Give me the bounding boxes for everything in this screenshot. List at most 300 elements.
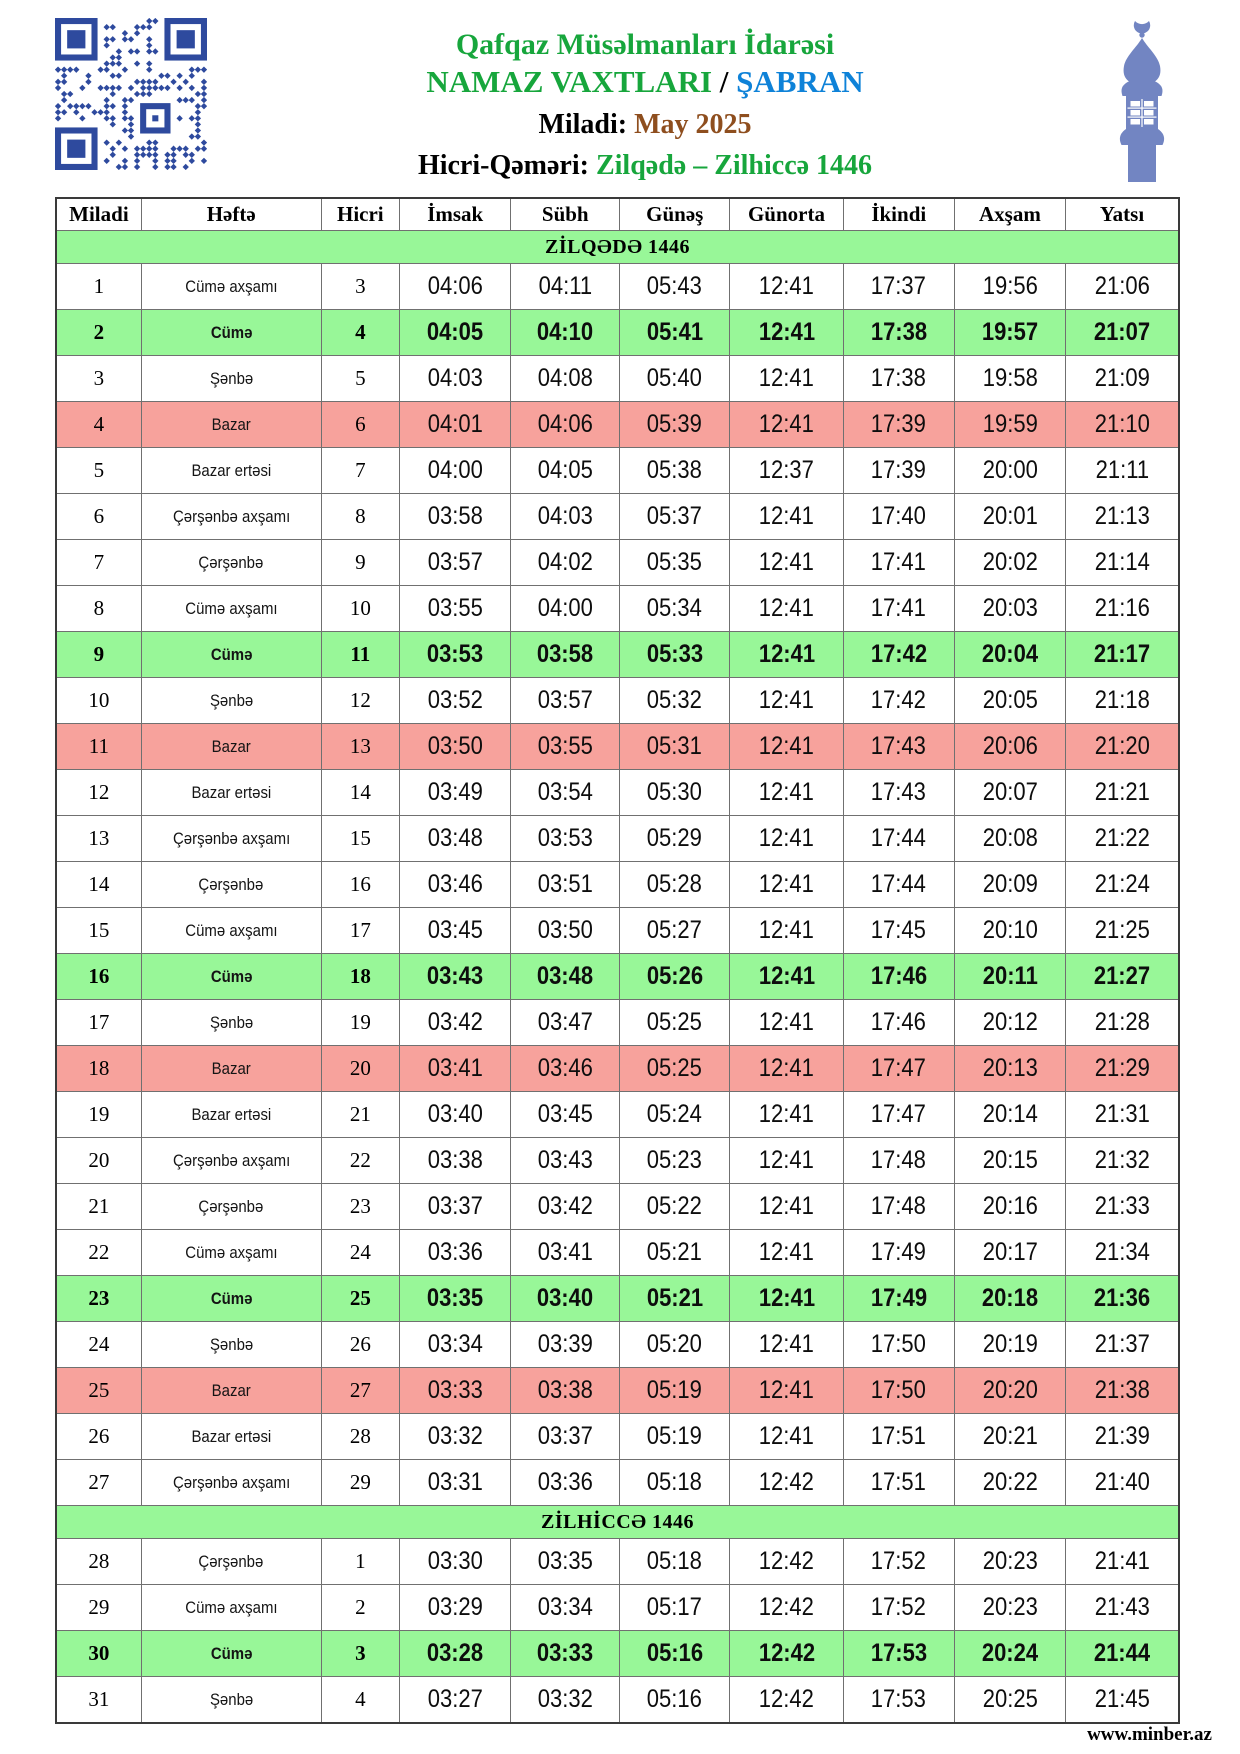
cell-yatsı: 21:28 — [1066, 1000, 1179, 1046]
cell-hefte: Bazar — [141, 1368, 321, 1414]
cell-i̇kindi: 17:46 — [843, 954, 954, 1000]
cell-axşam: 20:20 — [954, 1368, 1065, 1414]
cell-günorta: 12:41 — [730, 770, 843, 816]
cell-hicri: 24 — [321, 1230, 400, 1276]
cell-yatsı: 21:32 — [1066, 1138, 1179, 1184]
table-row — [56, 816, 1179, 862]
cell-günorta: 12:41 — [730, 816, 843, 862]
column-header: Günorta — [730, 198, 843, 231]
cell-hicri: 22 — [321, 1138, 400, 1184]
cell-i̇kindi: 17:48 — [843, 1184, 954, 1230]
cell-miladi: 23 — [56, 1276, 141, 1322]
cell-günəş: 05:16 — [620, 1677, 730, 1724]
cell-miladi: 15 — [56, 908, 141, 954]
cell-i̇kindi: 17:47 — [843, 1046, 954, 1092]
miladi-label: Miladi: — [538, 109, 635, 140]
cell-günorta: 12:41 — [730, 724, 843, 770]
cell-yatsı: 21:14 — [1066, 540, 1179, 586]
cell-günorta: 12:41 — [730, 1322, 843, 1368]
cell-günorta: 12:41 — [730, 540, 843, 586]
cell-yatsı: 21:33 — [1066, 1184, 1179, 1230]
cell-günəş: 05:37 — [620, 494, 730, 540]
cell-i̇msak: 03:49 — [400, 770, 511, 816]
cell-i̇kindi: 17:49 — [843, 1230, 954, 1276]
cell-günəş: 05:19 — [620, 1414, 730, 1460]
cell-axşam: 20:10 — [954, 908, 1065, 954]
cell-hefte: Cümə — [141, 1276, 321, 1322]
cell-miladi: 9 — [56, 632, 141, 678]
cell-axşam: 20:17 — [954, 1230, 1065, 1276]
cell-i̇kindi: 17:41 — [843, 586, 954, 632]
table-row — [56, 1230, 1179, 1276]
cell-günorta: 12:37 — [730, 448, 843, 494]
cell-sübh: 04:02 — [511, 540, 620, 586]
column-header: Hicri — [321, 198, 400, 231]
cell-axşam: 20:08 — [954, 816, 1065, 862]
cell-axşam: 20:03 — [954, 586, 1065, 632]
cell-miladi: 8 — [56, 586, 141, 632]
cell-günəş: 05:21 — [620, 1230, 730, 1276]
cell-axşam: 20:00 — [954, 448, 1065, 494]
cell-i̇msak: 03:57 — [400, 540, 511, 586]
table-row — [56, 1046, 1179, 1092]
cell-günorta: 12:41 — [730, 908, 843, 954]
cell-miladi: 27 — [56, 1460, 141, 1506]
cell-hefte: Bazar ertəsi — [141, 448, 321, 494]
cell-i̇msak: 04:00 — [400, 448, 511, 494]
cell-axşam: 20:02 — [954, 540, 1065, 586]
column-header: Yatsı — [1066, 198, 1179, 231]
cell-sübh: 03:47 — [511, 1000, 620, 1046]
cell-günorta: 12:41 — [730, 1414, 843, 1460]
cell-günəş: 05:21 — [620, 1276, 730, 1322]
cell-miladi: 26 — [56, 1414, 141, 1460]
table-row — [56, 494, 1179, 540]
table-row — [56, 1000, 1179, 1046]
cell-günəş: 05:25 — [620, 1046, 730, 1092]
cell-miladi: 25 — [56, 1368, 141, 1414]
cell-yatsı: 21:06 — [1066, 264, 1179, 310]
cell-günəş: 05:16 — [620, 1631, 730, 1677]
cell-hefte: Şənbə — [141, 1322, 321, 1368]
cell-günəş: 05:29 — [620, 816, 730, 862]
cell-i̇msak: 03:55 — [400, 586, 511, 632]
cell-axşam: 20:25 — [954, 1677, 1065, 1724]
cell-günorta: 12:41 — [730, 586, 843, 632]
cell-i̇msak: 03:43 — [400, 954, 511, 1000]
cell-hicri: 4 — [321, 310, 400, 356]
cell-hefte: Bazar — [141, 724, 321, 770]
cell-i̇msak: 03:46 — [400, 862, 511, 908]
cell-i̇kindi: 17:42 — [843, 678, 954, 724]
cell-hefte: Cümə axşamı — [141, 1230, 321, 1276]
cell-sübh: 03:37 — [511, 1414, 620, 1460]
cell-i̇kindi: 17:39 — [843, 402, 954, 448]
cell-sübh: 04:08 — [511, 356, 620, 402]
cell-hefte: Şənbə — [141, 1000, 321, 1046]
cell-günəş: 05:27 — [620, 908, 730, 954]
cell-sübh: 03:43 — [511, 1138, 620, 1184]
cell-hicri: 26 — [321, 1322, 400, 1368]
cell-hicri: 2 — [321, 1585, 400, 1631]
cell-yatsı: 21:22 — [1066, 816, 1179, 862]
cell-axşam: 20:24 — [954, 1631, 1065, 1677]
cell-günəş: 05:20 — [620, 1322, 730, 1368]
title-main: NAMAZ VAXTLARI — [426, 64, 713, 99]
cell-günorta: 12:41 — [730, 1092, 843, 1138]
cell-hefte: Çərşənbə axşamı — [141, 1138, 321, 1184]
title-separator: / — [712, 64, 737, 99]
cell-yatsı: 21:39 — [1066, 1414, 1179, 1460]
month-section-row — [56, 1506, 1179, 1539]
cell-axşam: 20:07 — [954, 770, 1065, 816]
cell-sübh: 03:46 — [511, 1046, 620, 1092]
cell-miladi: 7 — [56, 540, 141, 586]
table-row — [56, 724, 1179, 770]
cell-hefte: Çərşənbə — [141, 540, 321, 586]
cell-miladi: 24 — [56, 1322, 141, 1368]
cell-günəş: 05:24 — [620, 1092, 730, 1138]
column-header: İkindi — [843, 198, 954, 231]
cell-miladi: 20 — [56, 1138, 141, 1184]
table-row — [56, 770, 1179, 816]
cell-i̇kindi: 17:39 — [843, 448, 954, 494]
cell-sübh: 03:57 — [511, 678, 620, 724]
cell-sübh: 03:50 — [511, 908, 620, 954]
table-row — [56, 1092, 1179, 1138]
cell-i̇kindi: 17:38 — [843, 356, 954, 402]
cell-günorta: 12:42 — [730, 1539, 843, 1585]
cell-günəş: 05:31 — [620, 724, 730, 770]
cell-i̇kindi: 17:52 — [843, 1585, 954, 1631]
column-header: Miladi — [56, 198, 141, 231]
cell-hefte: Şənbə — [141, 1677, 321, 1724]
cell-yatsı: 21:09 — [1066, 356, 1179, 402]
column-header: Sübh — [511, 198, 620, 231]
cell-miladi: 19 — [56, 1092, 141, 1138]
cell-axşam: 20:21 — [954, 1414, 1065, 1460]
table-row — [56, 586, 1179, 632]
cell-sübh: 03:35 — [511, 1539, 620, 1585]
table-row — [56, 1414, 1179, 1460]
cell-günəş: 05:25 — [620, 1000, 730, 1046]
table-row — [56, 1322, 1179, 1368]
cell-sübh: 03:51 — [511, 862, 620, 908]
cell-günəş: 05:33 — [620, 632, 730, 678]
cell-yatsı: 21:43 — [1066, 1585, 1179, 1631]
cell-yatsı: 21:17 — [1066, 632, 1179, 678]
cell-yatsı: 21:16 — [1066, 586, 1179, 632]
cell-günəş: 05:17 — [620, 1585, 730, 1631]
cell-i̇kindi: 17:50 — [843, 1368, 954, 1414]
cell-hicri: 13 — [321, 724, 400, 770]
cell-günorta: 12:42 — [730, 1585, 843, 1631]
cell-hicri: 20 — [321, 1046, 400, 1092]
cell-i̇msak: 03:50 — [400, 724, 511, 770]
table-row — [56, 264, 1179, 310]
cell-hefte: Cümə axşamı — [141, 908, 321, 954]
table-row — [56, 1368, 1179, 1414]
month-section-title: ZİLQƏDƏ 1446 — [56, 231, 1179, 264]
cell-i̇msak: 03:30 — [400, 1539, 511, 1585]
cell-axşam: 20:05 — [954, 678, 1065, 724]
minaret-icon — [1092, 12, 1192, 182]
hicri-line — [210, 147, 1080, 188]
cell-miladi: 22 — [56, 1230, 141, 1276]
cell-i̇msak: 03:33 — [400, 1368, 511, 1414]
cell-hicri: 14 — [321, 770, 400, 816]
cell-i̇msak: 03:28 — [400, 1631, 511, 1677]
table-row — [56, 908, 1179, 954]
table-row — [56, 356, 1179, 402]
cell-günəş: 05:19 — [620, 1368, 730, 1414]
cell-hicri: 4 — [321, 1677, 400, 1724]
page-header — [0, 0, 1240, 197]
cell-günəş: 05:26 — [620, 954, 730, 1000]
cell-günorta: 12:42 — [730, 1631, 843, 1677]
cell-axşam: 20:19 — [954, 1322, 1065, 1368]
cell-günəş: 05:40 — [620, 356, 730, 402]
cell-hefte: Çərşənbə — [141, 862, 321, 908]
table-row — [56, 540, 1179, 586]
cell-i̇kindi: 17:51 — [843, 1414, 954, 1460]
month-section-title: ZİLHİCCƏ 1446 — [56, 1506, 1179, 1539]
cell-miladi: 3 — [56, 356, 141, 402]
cell-hicri: 18 — [321, 954, 400, 1000]
cell-hefte: Şənbə — [141, 356, 321, 402]
cell-axşam: 20:11 — [954, 954, 1065, 1000]
cell-i̇kindi: 17:52 — [843, 1539, 954, 1585]
cell-hefte: Cümə axşamı — [141, 1585, 321, 1631]
cell-miladi: 14 — [56, 862, 141, 908]
cell-i̇kindi: 17:44 — [843, 816, 954, 862]
cell-i̇msak: 03:32 — [400, 1414, 511, 1460]
cell-hefte: Cümə — [141, 310, 321, 356]
cell-günəş: 05:30 — [620, 770, 730, 816]
cell-miladi: 17 — [56, 1000, 141, 1046]
cell-günorta: 12:41 — [730, 264, 843, 310]
cell-günorta: 12:41 — [730, 1276, 843, 1322]
cell-i̇kindi: 17:48 — [843, 1138, 954, 1184]
cell-yatsı: 21:18 — [1066, 678, 1179, 724]
cell-günəş: 05:18 — [620, 1460, 730, 1506]
organization-title: Qafqaz Müsəlmanları İdarəsi — [455, 28, 835, 61]
cell-i̇msak: 03:37 — [400, 1184, 511, 1230]
website-footer: www.minber.az — [1087, 1724, 1212, 1745]
cell-sübh: 03:39 — [511, 1322, 620, 1368]
cell-sübh: 03:41 — [511, 1230, 620, 1276]
cell-hefte: Bazar ertəsi — [141, 1414, 321, 1460]
cell-hicri: 16 — [321, 862, 400, 908]
cell-i̇kindi: 17:45 — [843, 908, 954, 954]
cell-günəş: 05:28 — [620, 862, 730, 908]
cell-i̇kindi: 17:51 — [843, 1460, 954, 1506]
cell-günəş: 05:41 — [620, 310, 730, 356]
cell-i̇msak: 03:42 — [400, 1000, 511, 1046]
table-row — [56, 678, 1179, 724]
column-header: İmsak — [400, 198, 511, 231]
cell-hicri: 25 — [321, 1276, 400, 1322]
cell-miladi: 16 — [56, 954, 141, 1000]
table-row — [56, 954, 1179, 1000]
cell-axşam: 20:13 — [954, 1046, 1065, 1092]
cell-hefte: Cümə — [141, 632, 321, 678]
cell-i̇msak: 03:41 — [400, 1046, 511, 1092]
cell-sübh: 03:53 — [511, 816, 620, 862]
cell-yatsı: 21:10 — [1066, 402, 1179, 448]
cell-yatsı: 21:36 — [1066, 1276, 1179, 1322]
cell-hefte: Cümə axşamı — [141, 586, 321, 632]
table-row — [56, 1184, 1179, 1230]
table-row — [56, 632, 1179, 678]
table-header-row — [56, 198, 1179, 231]
cell-axşam: 19:56 — [954, 264, 1065, 310]
cell-günəş: 05:39 — [620, 402, 730, 448]
cell-i̇kindi: 17:50 — [843, 1322, 954, 1368]
cell-i̇msak: 03:29 — [400, 1585, 511, 1631]
cell-günorta: 12:41 — [730, 954, 843, 1000]
cell-sübh: 04:05 — [511, 448, 620, 494]
cell-i̇kindi: 17:40 — [843, 494, 954, 540]
cell-hicri: 23 — [321, 1184, 400, 1230]
cell-axşam: 20:23 — [954, 1539, 1065, 1585]
cell-i̇kindi: 17:37 — [843, 264, 954, 310]
cell-günorta: 12:41 — [730, 310, 843, 356]
table-row — [56, 310, 1179, 356]
cell-sübh: 03:58 — [511, 632, 620, 678]
cell-günəş: 05:18 — [620, 1539, 730, 1585]
table-row — [56, 402, 1179, 448]
cell-hicri: 12 — [321, 678, 400, 724]
cell-miladi: 21 — [56, 1184, 141, 1230]
cell-yatsı: 21:37 — [1066, 1322, 1179, 1368]
title-block — [210, 26, 1080, 188]
cell-yatsı: 21:25 — [1066, 908, 1179, 954]
cell-sübh: 03:36 — [511, 1460, 620, 1506]
cell-axşam: 20:14 — [954, 1092, 1065, 1138]
cell-hefte: Çərşənbə — [141, 1184, 321, 1230]
cell-axşam: 20:22 — [954, 1460, 1065, 1506]
cell-günəş: 05:38 — [620, 448, 730, 494]
cell-miladi: 6 — [56, 494, 141, 540]
cell-günorta: 12:41 — [730, 862, 843, 908]
column-header: Həftə — [141, 198, 321, 231]
cell-hicri: 21 — [321, 1092, 400, 1138]
cell-axşam: 19:59 — [954, 402, 1065, 448]
cell-hefte: Şənbə — [141, 678, 321, 724]
cell-günorta: 12:41 — [730, 1000, 843, 1046]
cell-sübh: 03:34 — [511, 1585, 620, 1631]
cell-i̇msak: 04:06 — [400, 264, 511, 310]
cell-miladi: 11 — [56, 724, 141, 770]
cell-günorta: 12:41 — [730, 1184, 843, 1230]
cell-günorta: 12:41 — [730, 494, 843, 540]
cell-günorta: 12:42 — [730, 1460, 843, 1506]
cell-yatsı: 21:20 — [1066, 724, 1179, 770]
cell-miladi: 2 — [56, 310, 141, 356]
cell-miladi: 30 — [56, 1631, 141, 1677]
cell-miladi: 10 — [56, 678, 141, 724]
cell-yatsı: 21:34 — [1066, 1230, 1179, 1276]
cell-hicri: 27 — [321, 1368, 400, 1414]
prayer-times-table — [55, 197, 1180, 1724]
cell-miladi: 18 — [56, 1046, 141, 1092]
page-title — [210, 63, 1080, 106]
cell-yatsı: 21:40 — [1066, 1460, 1179, 1506]
cell-i̇msak: 04:01 — [400, 402, 511, 448]
cell-günorta: 12:41 — [730, 356, 843, 402]
cell-miladi: 12 — [56, 770, 141, 816]
cell-i̇msak: 03:34 — [400, 1322, 511, 1368]
cell-hicri: 8 — [321, 494, 400, 540]
cell-sübh: 03:48 — [511, 954, 620, 1000]
table-row — [56, 1138, 1179, 1184]
cell-hicri: 11 — [321, 632, 400, 678]
cell-axşam: 20:12 — [954, 1000, 1065, 1046]
cell-hefte: Cümə axşamı — [141, 264, 321, 310]
cell-hicri: 28 — [321, 1414, 400, 1460]
table-row — [56, 1677, 1179, 1724]
cell-yatsı: 21:31 — [1066, 1092, 1179, 1138]
cell-axşam: 20:16 — [954, 1184, 1065, 1230]
cell-hicri: 7 — [321, 448, 400, 494]
cell-günorta: 12:41 — [730, 678, 843, 724]
cell-hefte: Bazar — [141, 1046, 321, 1092]
cell-i̇msak: 03:53 — [400, 632, 511, 678]
qr-code-icon — [55, 18, 207, 170]
table-row — [56, 1585, 1179, 1631]
cell-hefte: Çərşənbə axşamı — [141, 1460, 321, 1506]
cell-i̇msak: 03:35 — [400, 1276, 511, 1322]
cell-hefte: Çərşənbə axşamı — [141, 494, 321, 540]
column-header: Günəş — [620, 198, 730, 231]
cell-günəş: 05:23 — [620, 1138, 730, 1184]
column-header: Axşam — [954, 198, 1065, 231]
cell-i̇kindi: 17:38 — [843, 310, 954, 356]
cell-miladi: 1 — [56, 264, 141, 310]
cell-i̇msak: 03:48 — [400, 816, 511, 862]
miladi-line — [210, 106, 1080, 147]
cell-sübh: 03:55 — [511, 724, 620, 770]
cell-i̇kindi: 17:41 — [843, 540, 954, 586]
month-section-row — [56, 231, 1179, 264]
cell-günorta: 12:41 — [730, 1046, 843, 1092]
table-row — [56, 1276, 1179, 1322]
cell-yatsı: 21:44 — [1066, 1631, 1179, 1677]
cell-axşam: 20:06 — [954, 724, 1065, 770]
cell-yatsı: 21:21 — [1066, 770, 1179, 816]
cell-i̇kindi: 17:42 — [843, 632, 954, 678]
cell-miladi: 29 — [56, 1585, 141, 1631]
cell-yatsı: 21:27 — [1066, 954, 1179, 1000]
cell-i̇msak: 04:05 — [400, 310, 511, 356]
cell-i̇msak: 03:58 — [400, 494, 511, 540]
cell-axşam: 20:09 — [954, 862, 1065, 908]
cell-i̇msak: 03:45 — [400, 908, 511, 954]
cell-günorta: 12:41 — [730, 1368, 843, 1414]
cell-yatsı: 21:07 — [1066, 310, 1179, 356]
cell-i̇kindi: 17:53 — [843, 1631, 954, 1677]
cell-i̇kindi: 17:49 — [843, 1276, 954, 1322]
cell-miladi: 5 — [56, 448, 141, 494]
cell-miladi: 31 — [56, 1677, 141, 1724]
cell-i̇kindi: 17:53 — [843, 1677, 954, 1724]
cell-hefte: Bazar — [141, 402, 321, 448]
cell-axşam: 20:23 — [954, 1585, 1065, 1631]
cell-i̇msak: 03:27 — [400, 1677, 511, 1724]
cell-günəş: 05:43 — [620, 264, 730, 310]
cell-axşam: 20:04 — [954, 632, 1065, 678]
